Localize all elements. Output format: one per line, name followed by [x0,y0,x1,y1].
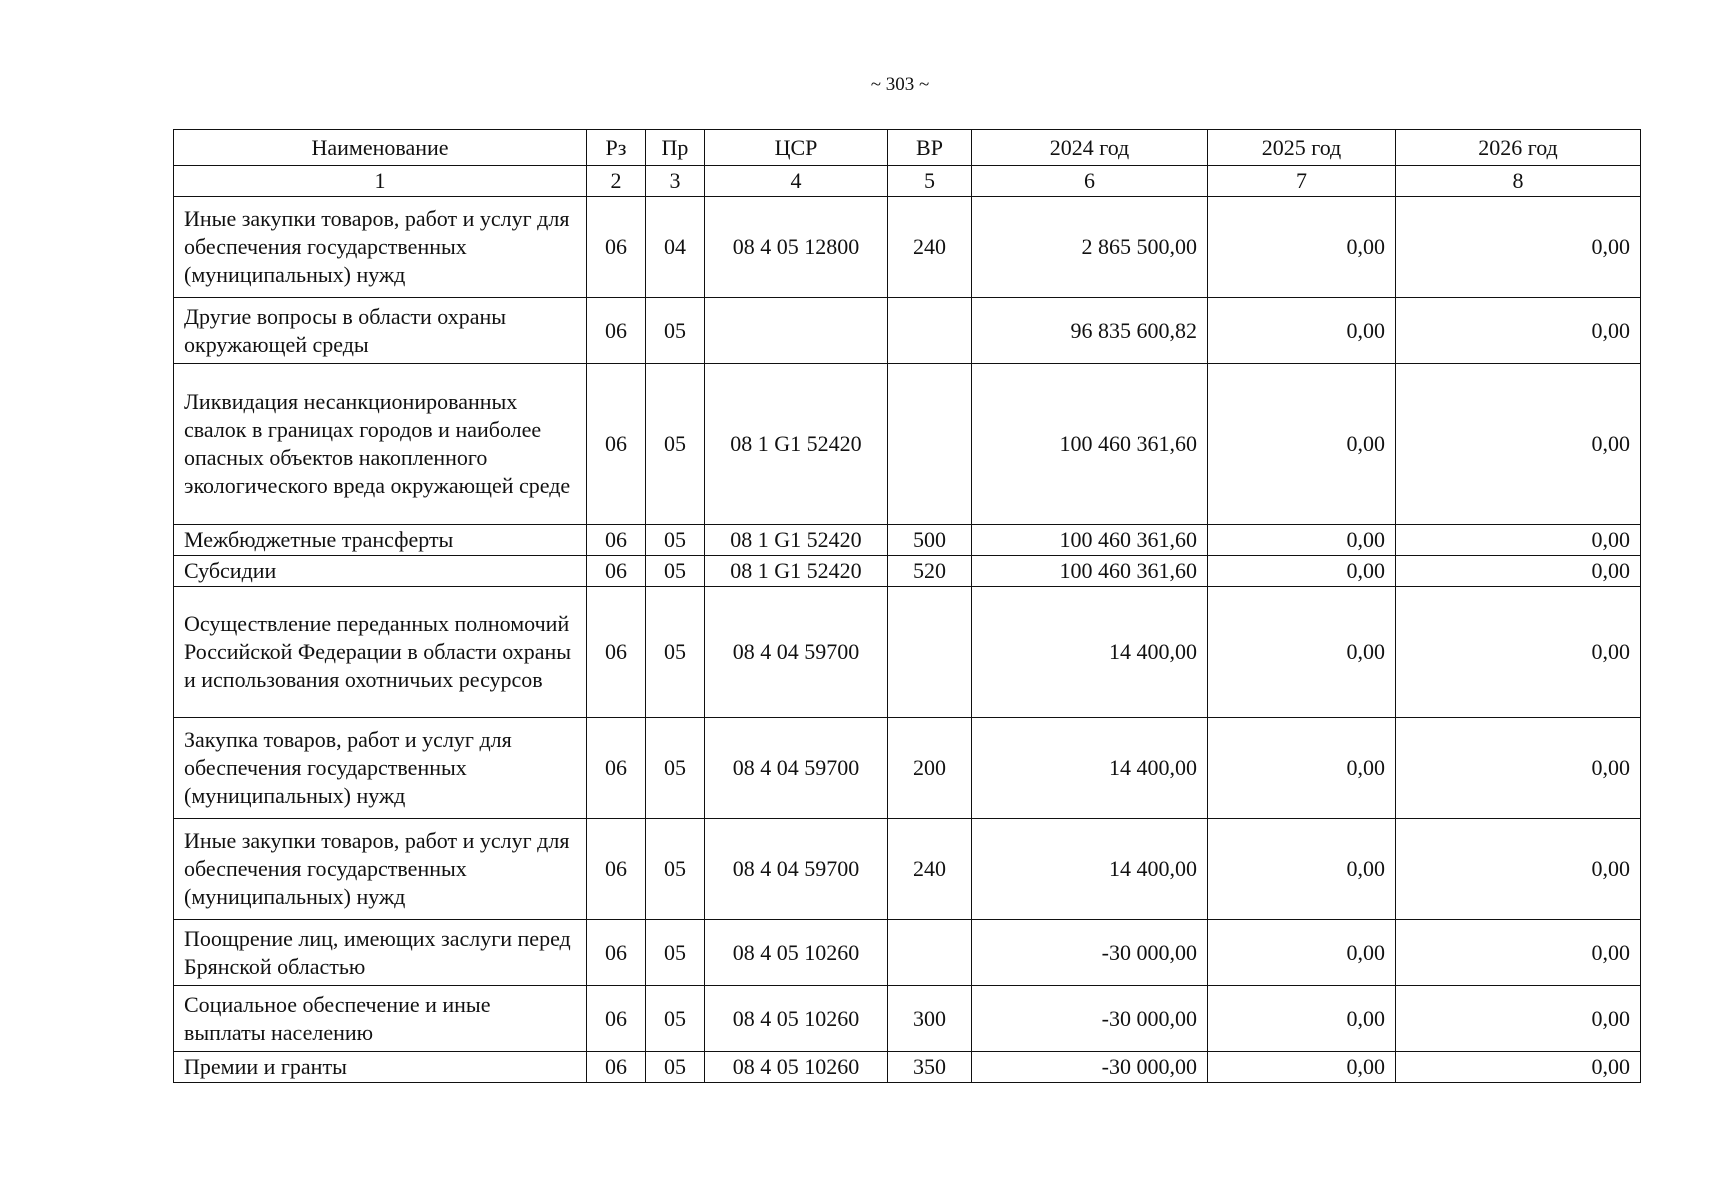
cell-vr [888,298,972,364]
header-vr: ВР [888,130,972,166]
cell-vr: 500 [888,525,972,556]
table-row [174,197,1641,298]
cell-pr: 05 [646,364,705,525]
column-number: 4 [705,166,888,197]
cell-2026: 0,00 [1396,525,1641,556]
cell-rz: 06 [587,718,646,819]
cell-rz: 06 [587,197,646,298]
cell-vr: 520 [888,556,972,587]
cell-2025: 0,00 [1208,920,1396,986]
cell-2026: 0,00 [1396,1052,1641,1083]
cell-2025: 0,00 [1208,1052,1396,1083]
cell-2026: 0,00 [1396,298,1641,364]
cell-2025: 0,00 [1208,556,1396,587]
cell-2026: 0,00 [1396,197,1641,298]
column-number: 3 [646,166,705,197]
cell-2024: 14 400,00 [972,819,1208,920]
table-row [174,556,1641,587]
cell-2025: 0,00 [1208,819,1396,920]
cell-vr [888,920,972,986]
cell-2024: 96 835 600,82 [972,298,1208,364]
column-number: 1 [174,166,587,197]
cell-csr: 08 1 G1 52420 [705,364,888,525]
cell-name: Ликвидация несанкционированных свалок в границах городов и наиболее опасных объектов накопленного экологического вреда окружающей среде [174,364,587,525]
page-number: ~ 303 ~ [870,74,930,95]
cell-name: Межбюджетные трансферты [174,525,587,556]
cell-name: Субсидии [174,556,587,587]
table-row [174,1052,1641,1083]
cell-name: Осуществление переданных полномочий Российской Федерации в области охраны и использования охотничьих ресурсов [174,587,587,718]
cell-2025: 0,00 [1208,718,1396,819]
cell-vr: 300 [888,986,972,1052]
cell-csr: 08 4 04 59700 [705,718,888,819]
cell-name: Поощрение лиц, имеющих заслуги перед Брянской областью [174,920,587,986]
header-rz: Рз [587,130,646,166]
table-row [174,364,1641,525]
cell-vr [888,587,972,718]
cell-2024: 100 460 361,60 [972,364,1208,525]
column-number-row [174,166,1641,197]
cell-name: Закупка товаров, работ и услуг для обеспечения государственных (муниципальных) нужд [174,718,587,819]
cell-pr: 05 [646,920,705,986]
cell-csr: 08 4 05 10260 [705,986,888,1052]
cell-csr: 08 4 05 10260 [705,1052,888,1083]
cell-2026: 0,00 [1396,587,1641,718]
header-2024: 2024 год [972,130,1208,166]
column-number: 5 [888,166,972,197]
cell-rz: 06 [587,986,646,1052]
cell-2024: 100 460 361,60 [972,556,1208,587]
cell-2024: -30 000,00 [972,986,1208,1052]
table-row [174,298,1641,364]
header-row [174,130,1641,166]
cell-vr: 200 [888,718,972,819]
cell-rz: 06 [587,556,646,587]
cell-rz: 06 [587,819,646,920]
cell-rz: 06 [587,1052,646,1083]
cell-rz: 06 [587,525,646,556]
table-row [174,920,1641,986]
cell-rz: 06 [587,298,646,364]
table-row [174,986,1641,1052]
column-number: 7 [1208,166,1396,197]
header-csr: ЦСР [705,130,888,166]
cell-2026: 0,00 [1396,819,1641,920]
cell-pr: 05 [646,298,705,364]
cell-name: Иные закупки товаров, работ и услуг для обеспечения государственных (муниципальных) нужд [174,819,587,920]
cell-vr: 240 [888,819,972,920]
cell-rz: 06 [587,364,646,525]
cell-2024: 100 460 361,60 [972,525,1208,556]
table-row [174,587,1641,718]
cell-csr [705,298,888,364]
cell-csr: 08 1 G1 52420 [705,556,888,587]
cell-2025: 0,00 [1208,587,1396,718]
column-number: 8 [1396,166,1641,197]
cell-csr: 08 4 05 12800 [705,197,888,298]
cell-pr: 04 [646,197,705,298]
cell-name: Социальное обеспечение и иные выплаты населению [174,986,587,1052]
table-row [174,819,1641,920]
budget-table [173,129,1641,1083]
cell-2026: 0,00 [1396,920,1641,986]
cell-pr: 05 [646,986,705,1052]
cell-pr: 05 [646,718,705,819]
header-pr: Пр [646,130,705,166]
header-name: Наименование [174,130,587,166]
table-row [174,525,1641,556]
cell-vr [888,364,972,525]
cell-csr: 08 4 05 10260 [705,920,888,986]
cell-2025: 0,00 [1208,986,1396,1052]
cell-pr: 05 [646,525,705,556]
cell-2024: -30 000,00 [972,1052,1208,1083]
cell-2024: -30 000,00 [972,920,1208,986]
cell-2024: 14 400,00 [972,587,1208,718]
header-2026: 2026 год [1396,130,1641,166]
cell-csr: 08 4 04 59700 [705,819,888,920]
column-number: 2 [587,166,646,197]
header-2025: 2025 год [1208,130,1396,166]
cell-name: Иные закупки товаров, работ и услуг для обеспечения государственных (муниципальных) нужд [174,197,587,298]
cell-csr: 08 4 04 59700 [705,587,888,718]
cell-2026: 0,00 [1396,718,1641,819]
cell-pr: 05 [646,819,705,920]
cell-vr: 240 [888,197,972,298]
cell-2025: 0,00 [1208,298,1396,364]
cell-2026: 0,00 [1396,556,1641,587]
table-row [174,718,1641,819]
cell-pr: 05 [646,1052,705,1083]
cell-2026: 0,00 [1396,986,1641,1052]
cell-2025: 0,00 [1208,525,1396,556]
cell-pr: 05 [646,587,705,718]
cell-2025: 0,00 [1208,364,1396,525]
cell-name: Премии и гранты [174,1052,587,1083]
cell-csr: 08 1 G1 52420 [705,525,888,556]
cell-2024: 2 865 500,00 [972,197,1208,298]
cell-rz: 06 [587,587,646,718]
cell-pr: 05 [646,556,705,587]
cell-rz: 06 [587,920,646,986]
cell-name: Другие вопросы в области охраны окружающей среды [174,298,587,364]
column-number: 6 [972,166,1208,197]
cell-2025: 0,00 [1208,197,1396,298]
cell-2024: 14 400,00 [972,718,1208,819]
cell-2026: 0,00 [1396,364,1641,525]
cell-vr: 350 [888,1052,972,1083]
